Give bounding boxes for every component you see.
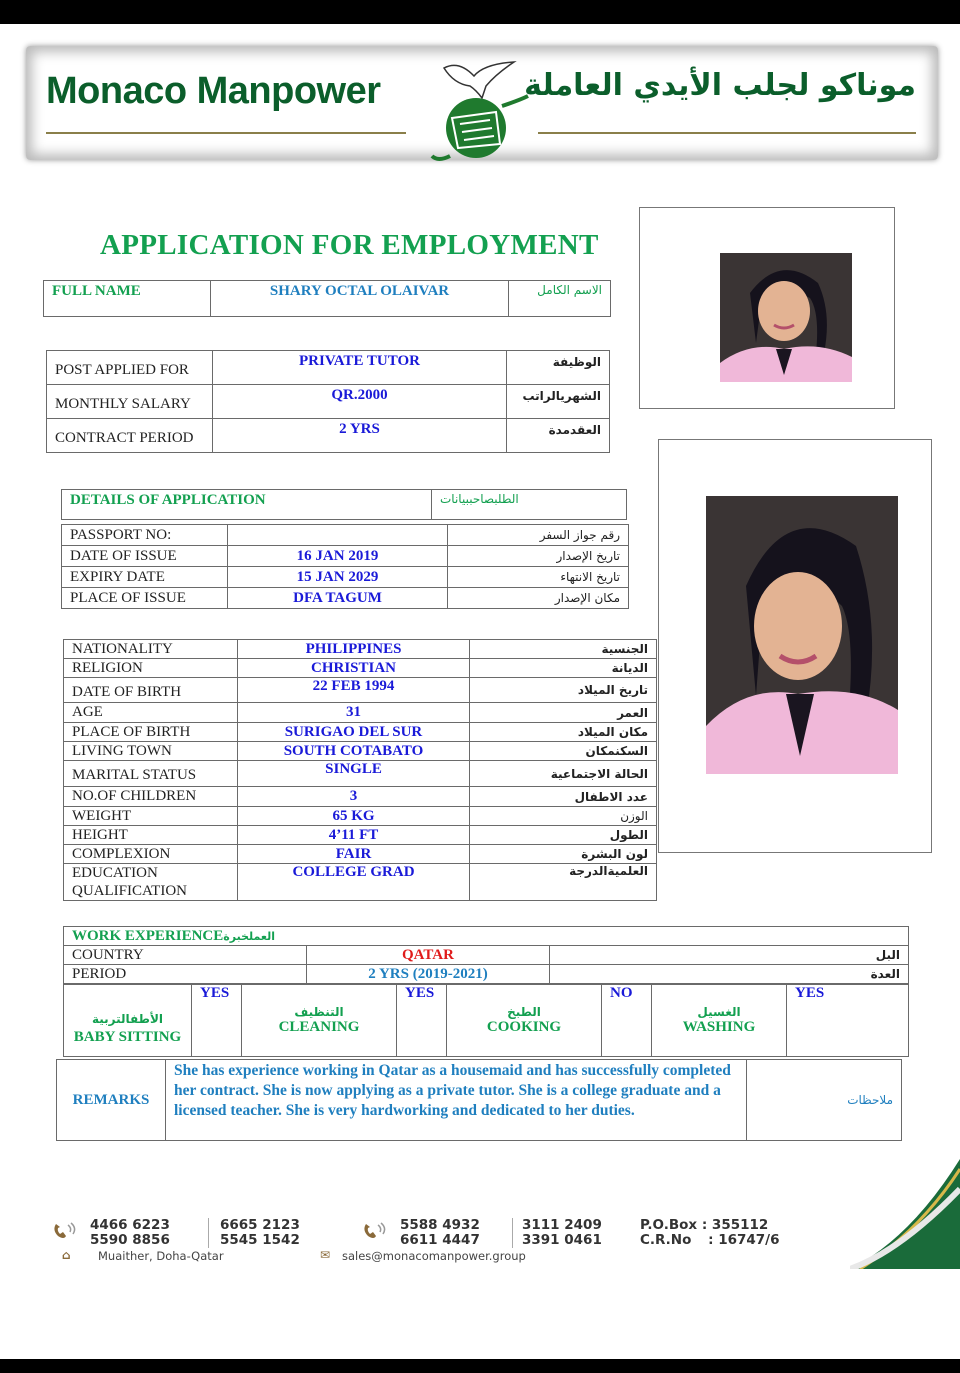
table-row <box>64 807 657 826</box>
skills-row <box>64 985 909 1057</box>
table-row <box>64 761 657 787</box>
divider <box>512 1218 513 1248</box>
place-of-issue-label: PLACE OF ISSUE <box>62 588 228 609</box>
phone-number: 5545 1542 <box>220 1232 300 1248</box>
period-value: 2 YRS (2019-2021) <box>307 965 550 984</box>
contract-value: 2 YRS <box>213 419 507 453</box>
passport-details-table <box>61 524 629 609</box>
religion-label: RELIGION <box>64 659 238 678</box>
table-row <box>64 742 657 761</box>
date-of-birth-value: 22 FEB 1994 <box>238 678 470 703</box>
phone-number: 5590 8856 <box>90 1232 170 1248</box>
personal-info-table <box>63 639 657 901</box>
table-row <box>64 640 657 659</box>
table-row <box>62 525 629 546</box>
post-value: PRIVATE TUTOR <box>213 351 507 385</box>
age-value: 31 <box>238 703 470 723</box>
photo-frame-large <box>658 439 932 853</box>
divider <box>208 1218 209 1248</box>
skill-value: YES <box>397 985 447 1057</box>
weight-label-ar: الوزن <box>470 807 657 826</box>
living-town-label: LIVING TOWN <box>64 742 238 761</box>
table-row <box>64 678 657 703</box>
table-row <box>64 723 657 742</box>
work-experience-table <box>63 926 909 984</box>
company-header-banner <box>26 46 938 160</box>
details-heading-table <box>61 489 627 520</box>
table-row <box>64 659 657 678</box>
religion-label-ar: الديانة <box>470 659 657 678</box>
salary-label: MONTHLY SALARY <box>47 385 213 419</box>
page-title: APPLICATION FOR EMPLOYMENT <box>100 229 599 261</box>
post-table <box>46 350 610 453</box>
education-label-ar: العلميةالدرجة <box>470 864 657 901</box>
salary-label-ar: الشهريالراتب <box>507 385 610 419</box>
height-label: HEIGHT <box>64 826 238 845</box>
place-of-birth-value: SURIGAO DEL SUR <box>238 723 470 742</box>
children-label: NO.OF CHILDREN <box>64 787 238 807</box>
period-label-ar: العدة <box>550 965 909 984</box>
work-heading-en: WORK EXPERIENCE <box>72 927 224 944</box>
table-row <box>62 588 629 609</box>
height-label-ar: الطول <box>470 826 657 845</box>
address-text: Muaither, Doha-Qatar <box>98 1249 224 1263</box>
falcon-globe-logo-icon <box>424 56 534 166</box>
date-of-issue-value: 16 JAN 2019 <box>228 546 448 567</box>
nationality-label-ar: الجنسية <box>470 640 657 659</box>
po-box-label: P.O.Box <box>640 1217 698 1233</box>
phones-group-4 <box>522 1218 602 1248</box>
skill-label: WASHING <box>682 1019 756 1035</box>
phone-number: 3391 0461 <box>522 1232 602 1248</box>
decorative-swoosh-icon <box>850 1159 960 1269</box>
expiry-date-label: EXPIRY DATE <box>62 567 228 588</box>
skill-value: NO <box>602 985 652 1057</box>
education-label: EDUCATION QUALIFICATION <box>64 864 238 901</box>
po-box-cr <box>640 1218 779 1248</box>
phone-icon <box>52 1222 80 1240</box>
table-row <box>62 546 629 567</box>
age-label-ar: العمر <box>470 703 657 723</box>
table-row <box>47 385 610 419</box>
photo-frame-small <box>639 207 895 409</box>
expiry-date-label-ar: تاريخ الانتهاء <box>448 567 629 588</box>
complexion-label: COMPLEXION <box>64 845 238 864</box>
contract-label: CONTRACT PERIOD <box>47 419 213 453</box>
complexion-value: FAIR <box>238 845 470 864</box>
application-document <box>0 24 960 1359</box>
skill-cleaning <box>242 985 397 1057</box>
post-label: POST APPLIED FOR <box>47 351 213 385</box>
nationality-value: PHILIPPINES <box>238 640 470 659</box>
skill-label-ar: التنظيف <box>294 1005 344 1019</box>
place-of-issue-value: DFA TAGUM <box>228 588 448 609</box>
skill-label: CLEANING <box>278 1019 360 1035</box>
children-value: 3 <box>238 787 470 807</box>
complexion-label-ar: لون البشرة <box>470 845 657 864</box>
phone-number: 4466 6223 <box>90 1217 170 1233</box>
phone-number: 6611 4447 <box>400 1232 480 1248</box>
remarks-label-ar: ملاحظات <box>747 1060 902 1141</box>
skill-baby-sitting <box>64 985 192 1057</box>
phones-group-3 <box>400 1218 480 1248</box>
living-town-value: SOUTH COTABATO <box>238 742 470 761</box>
table-row <box>64 965 909 984</box>
email-text: sales@monacomanpower.group <box>342 1249 526 1263</box>
company-name-ar: موناكو لجلب الأيدي العاملة <box>524 68 916 103</box>
skill-label-ar: الغسيل <box>697 1005 741 1019</box>
place-of-issue-label-ar: مكان الإصدار <box>448 588 629 609</box>
passport-no-label-ar: رقم جواز السفر <box>448 525 629 546</box>
cr-label: C.R.No <box>640 1232 692 1248</box>
passport-photo-small <box>720 253 852 382</box>
country-label: COUNTRY <box>64 946 307 965</box>
skill-value: YES <box>787 985 909 1057</box>
work-heading-ar: العملخبرة <box>223 929 276 943</box>
date-of-issue-label: DATE OF ISSUE <box>62 546 228 567</box>
date-of-birth-label: DATE OF BIRTH <box>64 678 238 703</box>
remarks-label: REMARKS <box>57 1060 166 1141</box>
place-of-birth-label-ar: مكان الميلاد <box>470 723 657 742</box>
full-name-value: SHARY OCTAL OLAIVAR <box>211 281 509 317</box>
table-row <box>64 787 657 807</box>
table-row <box>62 567 629 588</box>
nationality-label: NATIONALITY <box>64 640 238 659</box>
company-name-en: Monaco Manpower <box>46 70 381 112</box>
table-row <box>64 703 657 723</box>
details-heading: DETAILS OF APPLICATION <box>62 490 432 520</box>
marital-status-label-ar: الحالة الاجتماعية <box>470 761 657 787</box>
table-row <box>64 845 657 864</box>
weight-value: 65 KG <box>238 807 470 826</box>
contract-label-ar: العقدمدة <box>507 419 610 453</box>
religion-value: CHRISTIAN <box>238 659 470 678</box>
cr-value: : 16747/6 <box>708 1232 780 1248</box>
remarks-table <box>56 1059 902 1141</box>
skill-label-ar: الطبخ <box>507 1005 541 1019</box>
skill-cooking <box>447 985 602 1057</box>
education-value: COLLEGE GRAD <box>238 864 470 901</box>
email-icon: ✉ <box>320 1248 331 1262</box>
person-portrait-icon <box>706 496 898 774</box>
table-row <box>47 419 610 453</box>
children-label-ar: عدد الاطفال <box>470 787 657 807</box>
details-heading-ar: الطلبصاحببيانات <box>432 490 627 520</box>
phone-number: 6665 2123 <box>220 1217 300 1233</box>
skill-label: BABY SITTING <box>73 1028 182 1045</box>
phone-number: 3111 2409 <box>522 1217 602 1233</box>
height-value: 4’11 FT <box>238 826 470 845</box>
work-experience-heading <box>64 927 909 946</box>
full-name-label: FULL NAME <box>44 281 211 317</box>
country-label-ar: البل <box>550 946 909 965</box>
skills-table <box>63 984 909 1057</box>
po-box-value: : 355112 <box>701 1217 769 1233</box>
living-town-label-ar: السكنمكان <box>470 742 657 761</box>
age-label: AGE <box>64 703 238 723</box>
header-divider-right <box>538 132 916 134</box>
phones-group-2 <box>220 1218 300 1248</box>
full-name-table <box>43 280 611 317</box>
table-row <box>64 864 657 901</box>
portrait-photo-large <box>706 496 898 774</box>
remarks-text: She has experience working in Qatar as a housemaid and has successfully completed her contract. She is now applying as a private tutor. She is a college graduate and a licensed teacher. She is very hardworking and dedicated to her duties. <box>166 1060 747 1141</box>
full-name-label-ar: الاسم الكامل <box>509 281 611 317</box>
location-pin-icon: ⌂ <box>62 1248 71 1262</box>
table-row <box>64 946 909 965</box>
marital-status-label: MARITAL STATUS <box>64 761 238 787</box>
passport-no-value <box>228 525 448 546</box>
table-row <box>47 351 610 385</box>
expiry-date-value: 15 JAN 2029 <box>228 567 448 588</box>
skill-label-ar: الأطفالتربية <box>91 1011 164 1026</box>
table-row <box>64 826 657 845</box>
post-label-ar: الوظيفة <box>507 351 610 385</box>
skill-washing <box>652 985 787 1057</box>
person-portrait-icon <box>720 253 852 382</box>
place-of-birth-label: PLACE OF BIRTH <box>64 723 238 742</box>
date-of-birth-label-ar: تاريخ الميلاد <box>470 678 657 703</box>
phone-number: 5588 4932 <box>400 1217 480 1233</box>
phones-group-1 <box>90 1218 170 1248</box>
passport-no-label: PASSPORT NO: <box>62 525 228 546</box>
skill-label: COOKING <box>486 1019 562 1035</box>
date-of-issue-label-ar: تاريخ الإصدار <box>448 546 629 567</box>
marital-status-value: SINGLE <box>238 761 470 787</box>
header-divider-left <box>46 132 406 134</box>
phone-icon <box>362 1222 390 1240</box>
country-value: QATAR <box>307 946 550 965</box>
weight-label: WEIGHT <box>64 807 238 826</box>
salary-value: QR.2000 <box>213 385 507 419</box>
period-label: PERIOD <box>64 965 307 984</box>
skill-value: YES <box>192 985 242 1057</box>
